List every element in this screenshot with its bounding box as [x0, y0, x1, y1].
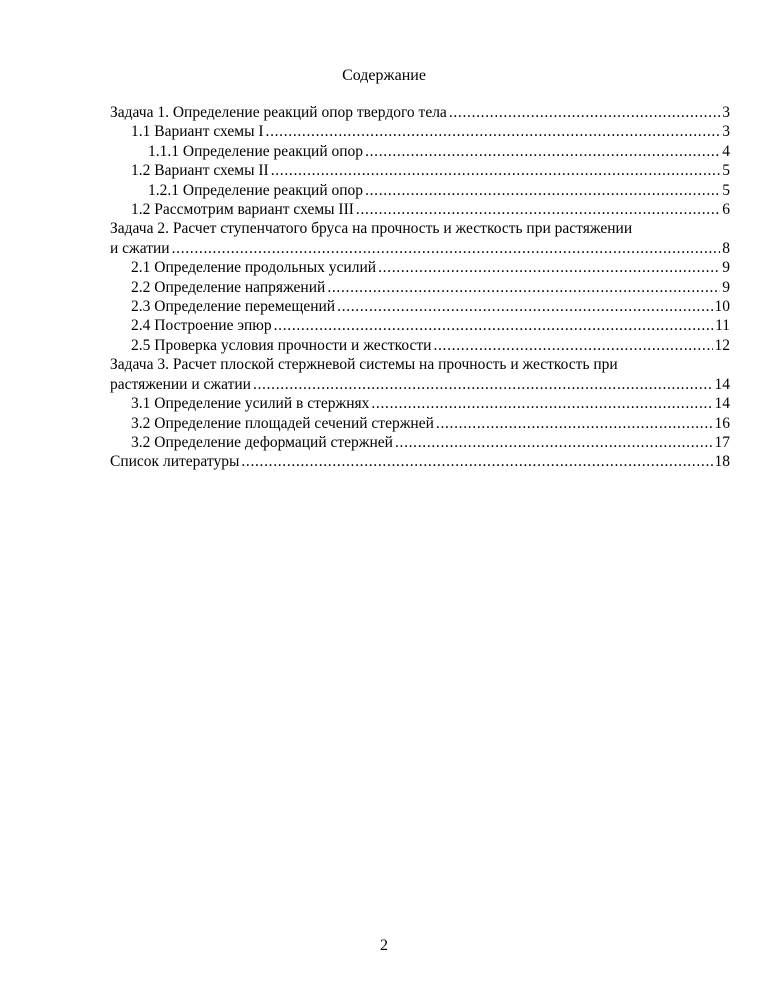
toc-entry[interactable] — [110, 103, 730, 122]
toc-entry-text: растяжении и сжатии — [110, 375, 251, 393]
toc-leader-dots — [271, 161, 721, 180]
toc-entry-page: 5 — [722, 162, 730, 180]
toc-leader-dots — [241, 452, 712, 471]
toc-entry-page: 8 — [722, 239, 730, 257]
toc-entry-page: 14 — [714, 395, 730, 413]
toc-entry[interactable] — [110, 161, 730, 180]
toc-entry[interactable] — [110, 142, 730, 161]
toc-leader-dots — [378, 258, 720, 277]
toc-entry-text: и сжатии — [110, 239, 170, 257]
toc-leader-dots — [365, 181, 720, 200]
toc-entry[interactable] — [110, 336, 730, 355]
toc-entry-page: 14 — [714, 375, 730, 393]
page-number: 2 — [380, 937, 388, 954]
toc-entry-page: 16 — [714, 414, 730, 432]
toc-entry-text: 2.5 Проверка условия прочности и жесткости — [131, 336, 432, 354]
toc-entry-page: 9 — [722, 278, 730, 296]
toc-entry-page: 12 — [714, 336, 730, 354]
toc-entry-text: 1.2 Вариант схемы II — [131, 162, 269, 180]
toc-entry-text: 3.2 Определение площадей сечений стержней — [131, 414, 434, 432]
toc-entry-text: 2.4 Построение эпюр — [131, 317, 272, 335]
toc-entry-text-line1: Задача 2. Расчет ступенчатого бруса на прочность и жесткость при растяжении — [110, 220, 633, 238]
toc-entry-text: 2.3 Определение перемещений — [131, 298, 336, 316]
toc-entry-page: 10 — [714, 298, 730, 316]
toc-entry-text: 1.1 Вариант схемы I — [131, 123, 264, 141]
toc-leader-dots — [449, 103, 720, 122]
toc-entry-page: 17 — [714, 433, 730, 451]
toc-entry-page: 6 — [722, 201, 730, 219]
toc-leader-dots — [365, 142, 720, 161]
toc-entry[interactable] — [110, 278, 730, 297]
toc-entry-page: 5 — [722, 181, 730, 199]
toc-entry-page: 4 — [722, 142, 730, 160]
toc-entry[interactable] — [110, 452, 730, 471]
toc-entry[interactable] — [110, 122, 730, 141]
toc-entry[interactable] — [110, 316, 730, 335]
toc-entry-text-line1: Задача 3. Расчет плоской стержневой системы на прочность и жесткость при — [110, 356, 618, 374]
toc-entry[interactable] — [110, 297, 730, 316]
toc-entry[interactable] — [110, 394, 730, 413]
toc-entry-text: Задача 1. Определение реакций опор твердого тела — [110, 104, 447, 121]
toc-entry-text: Список литературы — [110, 453, 240, 471]
toc-leader-dots — [172, 239, 721, 258]
toc-leader-dots — [253, 375, 713, 394]
toc-title: Содержание — [342, 67, 426, 84]
toc-entry-text: 1.2.1 Определение реакций опор — [148, 181, 364, 199]
toc-entry[interactable] — [110, 355, 730, 394]
toc-entry-text: 3.1 Определение усилий в стержнях — [131, 395, 370, 413]
toc-leader-dots — [395, 433, 713, 452]
toc-entry[interactable] — [110, 433, 730, 452]
toc-entry[interactable] — [110, 414, 730, 433]
toc-entry-page: 11 — [715, 317, 730, 335]
toc-entry-page: 3 — [722, 123, 730, 141]
toc-leader-dots — [266, 122, 721, 141]
toc-leader-dots — [356, 200, 720, 219]
toc-leader-dots — [371, 394, 712, 413]
toc-entry-page: 18 — [714, 453, 730, 471]
toc-entry[interactable] — [110, 200, 730, 219]
toc-leader-dots — [433, 336, 712, 355]
toc-leader-dots — [337, 297, 712, 316]
toc-entry-page: 9 — [722, 259, 730, 277]
toc-leader-dots — [274, 316, 713, 335]
toc-entry[interactable] — [110, 258, 730, 277]
toc-entry[interactable] — [110, 219, 730, 258]
toc-entry-text: 1.1.1 Определение реакций опор — [148, 142, 364, 160]
toc-entry-page: 3 — [722, 104, 730, 121]
toc-entry-text: 2.2 Определение напряжений — [131, 278, 326, 296]
toc-leader-dots — [436, 414, 713, 433]
toc-entry-text: 2.1 Определение продольных усилий — [131, 259, 377, 277]
toc-leader-dots — [327, 278, 720, 297]
toc-entry[interactable] — [110, 181, 730, 200]
toc-entry-text: 3.2 Определение деформаций стержней — [131, 433, 393, 451]
table-of-contents — [110, 103, 730, 472]
toc-entry-text: 1.2 Рассмотрим вариант схемы III — [131, 201, 354, 219]
